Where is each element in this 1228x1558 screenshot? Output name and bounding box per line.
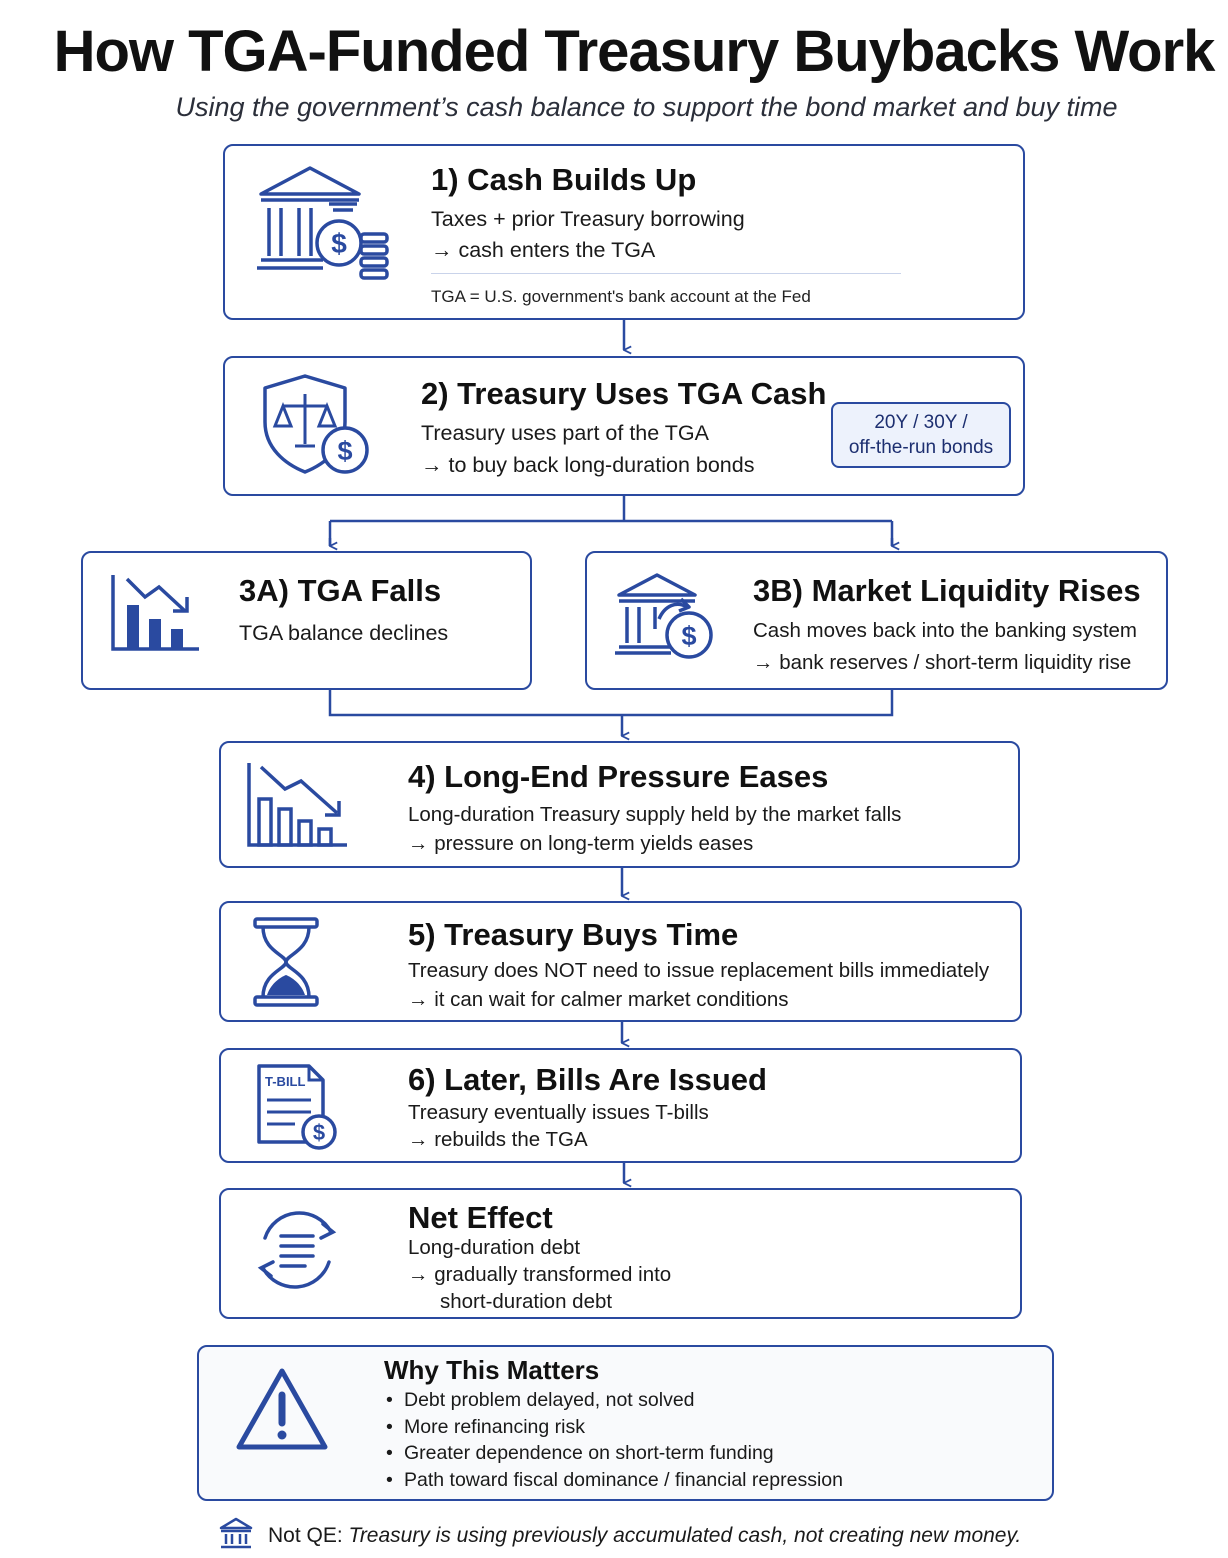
step-1-divider	[431, 273, 901, 274]
svg-text:$: $	[312, 1120, 326, 1145]
cycle-arrows-icon	[249, 1202, 345, 1298]
step-1-note: TGA = U.S. government's bank account at the Fed	[431, 287, 811, 306]
step-6-heading: 6) Later, Bills Are Issued	[408, 1062, 767, 1097]
split-connector	[330, 496, 892, 546]
net-effect-card	[219, 1188, 1022, 1319]
warning-icon	[233, 1365, 331, 1455]
step-5-card	[219, 901, 1022, 1022]
t-bill-label: T-BILL	[265, 1074, 306, 1089]
bank-dollar-arrow-icon	[615, 569, 725, 669]
step-1-line-1: Taxes + prior Treasury borrowing	[431, 207, 745, 231]
svg-text:$: $	[331, 228, 347, 259]
falling-bar-chart-icon	[107, 571, 207, 661]
step-5-line-2: → it can wait for calmer market conditions	[408, 988, 789, 1011]
step-4-line-2: → pressure on long-term yields eases	[408, 832, 754, 855]
step-4-heading: 4) Long-End Pressure Eases	[408, 759, 829, 794]
why-bullet-4: • Path toward fiscal dominance / financial repression	[384, 1467, 843, 1494]
step-3b-line-2: → bank reserves / short-term liquidity rise	[753, 651, 1132, 674]
why-this-matters-card	[197, 1345, 1054, 1501]
step-1-card	[223, 144, 1025, 320]
step-2-line-1: Treasury uses part of the TGA	[421, 421, 709, 445]
net-effect-line-2: → gradually transformed into	[408, 1263, 672, 1286]
step-2-card	[223, 356, 1025, 496]
svg-text:$: $	[681, 621, 697, 651]
step-3b-card	[585, 551, 1168, 690]
step-4-card	[219, 741, 1020, 868]
step-3a-line-1: TGA balance declines	[239, 621, 449, 645]
declining-chart-icon	[245, 759, 355, 853]
bank-icon	[218, 1516, 254, 1557]
step-5-heading: 5) Treasury Buys Time	[408, 917, 739, 952]
net-effect-line-3: short-duration debt	[440, 1290, 613, 1313]
net-effect-line-1: Long-duration debt	[408, 1236, 581, 1259]
step-1-line-2: → cash enters the TGA	[431, 238, 656, 262]
net-effect-heading: Net Effect	[408, 1200, 553, 1235]
svg-text:$: $	[337, 436, 353, 466]
shield-scales-icon	[259, 370, 379, 480]
page-subtitle: Using the government’s cash balance to support the bond market and buy time	[175, 92, 1118, 122]
step-2-heading: 2) Treasury Uses TGA Cash	[421, 376, 827, 411]
why-bullet-1: • Debt problem delayed, not solved	[384, 1387, 843, 1414]
step-5-line-1: Treasury does NOT need to issue replacement bills immediately	[408, 959, 990, 982]
step-3b-heading: 3B) Market Liquidity Rises	[753, 573, 1141, 608]
step-6-line-1: Treasury eventually issues T-bills	[408, 1101, 709, 1124]
bond-type-tag-line-2: off-the-run bonds	[848, 437, 994, 458]
step-3a-card	[81, 551, 532, 690]
t-bill-document-icon	[255, 1062, 345, 1154]
step-2-line-2: → to buy back long-duration bonds	[421, 453, 755, 477]
step-3b-line-1: Cash moves back into the banking system	[753, 619, 1137, 642]
merge-connector	[330, 690, 892, 736]
bond-type-tag-line-1: 20Y / 30Y /	[874, 412, 968, 433]
footer-label: Not QE:	[268, 1524, 343, 1547]
bond-type-tag	[831, 402, 1011, 468]
step-6-card	[219, 1048, 1022, 1163]
why-this-matters-heading: Why This Matters	[384, 1355, 600, 1385]
step-1-heading: 1) Cash Builds Up	[431, 162, 697, 197]
bank-dollar-icon	[253, 160, 393, 290]
step-6-line-2: → rebuilds the TGA	[408, 1128, 588, 1151]
hourglass-icon	[253, 917, 323, 1009]
step-3a-heading: 3A) TGA Falls	[239, 573, 442, 608]
why-bullet-3: • Greater dependence on short-term funding	[384, 1440, 843, 1467]
why-bullet-2: • More refinancing risk	[384, 1414, 843, 1441]
footer-text: Treasury is using previously accumulated cash, not creating new money.	[348, 1524, 1022, 1547]
page-title: How TGA-Funded Treasury Buybacks Work	[53, 19, 1215, 84]
why-this-matters-list	[384, 1387, 843, 1493]
step-4-line-1: Long-duration Treasury supply held by the market falls	[408, 803, 902, 826]
